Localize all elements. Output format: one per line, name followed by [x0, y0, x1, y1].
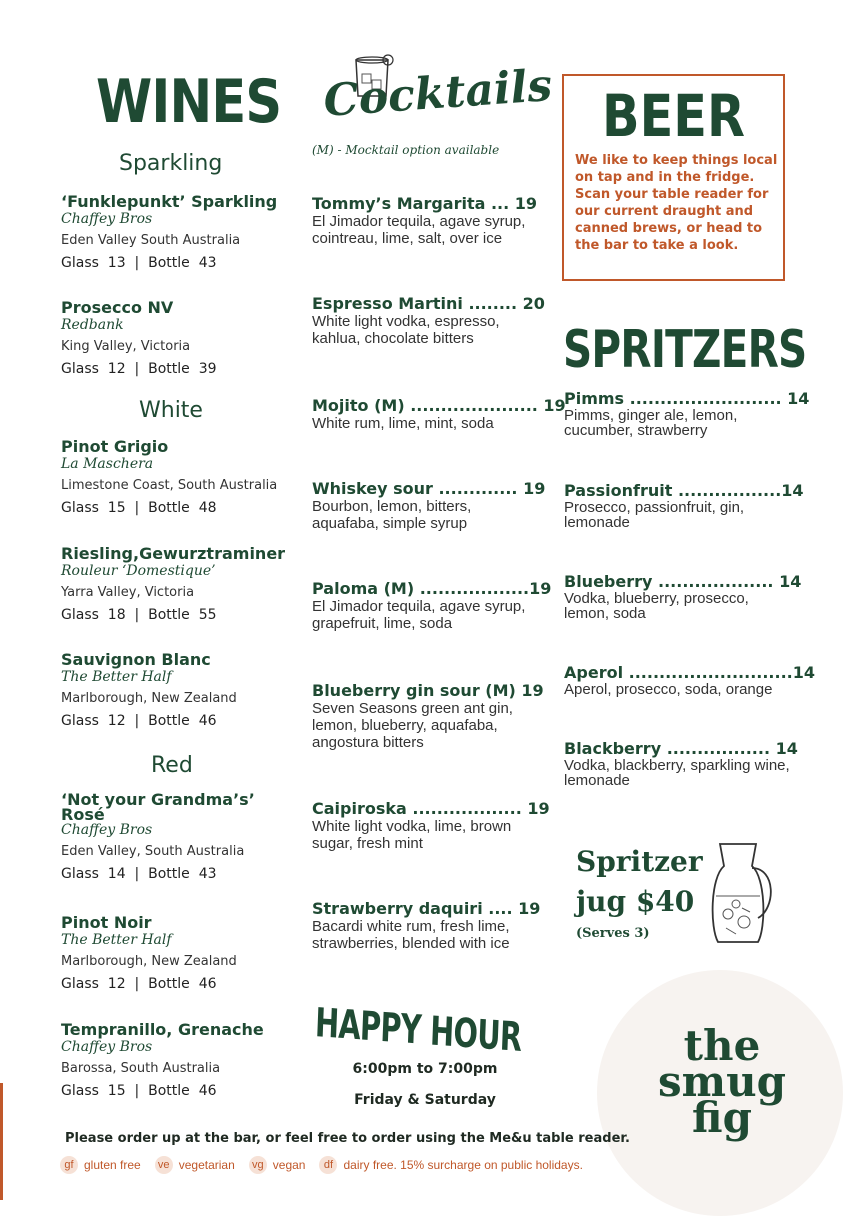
spritzer-desc: Aperol, prosecco, soda, orange [564, 681, 773, 698]
jug-line-2: jug $40 [576, 885, 695, 918]
cocktail-desc: White rum, lime, mint, soda [312, 415, 494, 432]
wine-region: Barossa, South Australia [61, 1061, 221, 1076]
wine-item [61, 1021, 301, 1100]
sparkling-heading: Sparkling [119, 151, 223, 176]
cocktail-title: Whiskey sour ............. 19 [312, 479, 546, 498]
legend-code: ve [155, 1156, 173, 1174]
spritzer-title: Blackberry ................. 14 [564, 739, 798, 758]
wine-producer: Rouleur ‘Domestique’ [61, 563, 216, 579]
cocktail-item [312, 195, 542, 247]
wine-region: Eden Valley, South Australia [61, 844, 245, 859]
spritzer-desc: Vodka, blueberry, prosecco, lemon, soda [564, 590, 749, 622]
wine-price: Glass 14 | Bottle 43 [61, 866, 217, 882]
spritzer-item [564, 389, 810, 439]
wine-item [61, 545, 301, 624]
wine-item [61, 651, 301, 730]
wine-price: Glass 15 | Bottle 48 [61, 500, 217, 516]
cocktail-title: Blueberry gin sour (M) 19 [312, 681, 544, 700]
mocktail-note: (M) - Mocktail option available [312, 143, 500, 157]
wine-region: Limestone Coast, South Australia [61, 478, 278, 493]
white-heading: White [139, 398, 203, 423]
spritzer-item [564, 481, 804, 531]
happy-hour-time: 6:00pm to 7:00pm [352, 1061, 498, 1077]
left-accent-bar [0, 1083, 3, 1200]
wine-producer: Chaffey Bros [61, 822, 153, 838]
wine-name: Pinot Noir [61, 913, 152, 932]
spritzer-item [564, 739, 798, 789]
wine-producer: The Better Half [61, 669, 172, 685]
cocktail-desc: White light vodka, espresso, kahlua, chocolate bitters [312, 313, 500, 347]
cocktail-desc: Bacardi white rum, fresh lime, strawberries, blended with ice [312, 918, 510, 952]
cocktail-title: Mojito (M) ..................... 19 [312, 396, 566, 415]
cocktail-desc: Seven Seasons green ant gin, lemon, blueberry, aquafaba, angostura bitters [312, 700, 513, 751]
cocktail-item [312, 294, 545, 347]
beer-text: We like to keep things local on tap and in the fridge. Scan your table reader for our current draught and canned brews, or head to the bar to take a look. [575, 153, 778, 253]
spritzers-heading: SPRITZERS [563, 320, 807, 380]
spritzer-item [564, 572, 802, 622]
wine-name: ‘Not your Grandma’s’ Rosé [61, 790, 255, 824]
cocktail-item [312, 900, 542, 952]
cocktail-desc: El Jimador tequila, agave syrup, grapefruit, lime, soda [312, 598, 526, 632]
wine-producer: The Better Half [61, 932, 172, 948]
logo-line-2: smug [658, 1057, 786, 1106]
legend-label: gluten free [84, 1158, 141, 1172]
spritzer-desc: Pimms, ginger ale, lemon, cucumber, strawberry [564, 407, 738, 439]
logo-line-3: fig [692, 1093, 752, 1142]
wine-name: ‘Funklepunkt’ Sparkling [61, 192, 278, 211]
wine-price: Glass 13 | Bottle 43 [61, 255, 217, 271]
legend-label: dairy free. 15% surcharge on public holidays. [343, 1158, 583, 1172]
cocktail-title: Caipiroska .................. 19 [312, 799, 550, 818]
jug-line-1: Spritzer [576, 845, 703, 878]
wine-producer: Redbank [61, 317, 124, 333]
logo [652, 1021, 792, 1142]
cocktail-desc: White light vodka, lime, brown sugar, fresh mint [312, 818, 512, 852]
jug-serves: (Serves 3) [576, 926, 650, 941]
dietary-legend [60, 1156, 583, 1174]
spritzer-item [564, 663, 815, 698]
wine-name: Sauvignon Blanc [61, 650, 211, 669]
wine-item [61, 193, 301, 272]
happy-hour-days: Friday & Saturday [354, 1092, 496, 1108]
legend-code: df [319, 1156, 337, 1174]
wine-price: Glass 15 | Bottle 46 [61, 1083, 217, 1099]
cocktail-item [312, 682, 542, 751]
cocktail-title: Strawberry daquiri .... 19 [312, 899, 541, 918]
legend-code: gf [60, 1156, 78, 1174]
cocktail-item [312, 479, 546, 532]
cocktail-desc: El Jimador tequila, agave syrup, cointreau, lime, salt, over ice [312, 213, 526, 247]
wine-region: Eden Valley South Australia [61, 233, 241, 248]
order-note: Please order up at the bar, or feel free to order using the Me&u table reader. [65, 1131, 630, 1146]
wine-region: Yarra Valley, Victoria [61, 585, 195, 600]
spritzer-title: Blueberry ................... 14 [564, 572, 802, 591]
spritzer-title: Passionfruit .................14 [564, 481, 804, 500]
spritzer-desc: Prosecco, passionfruit, gin, lemonade [564, 499, 745, 531]
happy-hour-heading: HAPPY HOUR [314, 1000, 523, 1061]
wine-item [61, 438, 301, 517]
wine-price: Glass 12 | Bottle 39 [61, 361, 217, 377]
wine-producer: La Maschera [61, 456, 154, 472]
spritzer-title: Aperol ...........................14 [564, 663, 815, 682]
cocktail-title: Tommy’s Margarita ... 19 [312, 194, 538, 213]
wine-price: Glass 12 | Bottle 46 [61, 713, 217, 729]
jug-icon [706, 838, 776, 950]
wine-price: Glass 18 | Bottle 55 [61, 607, 217, 623]
wine-region: Marlborough, New Zealand [61, 954, 237, 969]
legend-label: vegetarian [178, 1158, 235, 1172]
wine-name: Pinot Grigio [61, 437, 169, 456]
wine-item [61, 914, 301, 993]
wine-region: King Valley, Victoria [61, 339, 191, 354]
wine-item [61, 299, 301, 378]
cocktails-heading: Cocktails [322, 60, 554, 127]
wine-price: Glass 12 | Bottle 46 [61, 976, 217, 992]
wine-name: Tempranillo, Grenache [61, 1020, 264, 1039]
cocktail-title: Paloma (M) ..................19 [312, 579, 552, 598]
cocktail-item [312, 396, 566, 432]
spritzer-desc: Vodka, blackberry, sparkling wine, lemonade [564, 757, 790, 789]
legend-label: vegan [272, 1158, 306, 1172]
wines-heading: WINES [96, 67, 282, 137]
wine-item [61, 792, 281, 883]
wine-producer: Chaffey Bros [61, 211, 153, 227]
spritzer-title: Pimms ......................... 14 [564, 389, 810, 408]
beer-box [562, 74, 785, 281]
cocktail-desc: Bourbon, lemon, bitters, aquafaba, simple syrup [312, 498, 472, 532]
wine-name: Riesling,Gewurztraminer [61, 544, 286, 563]
legend-code: vg [249, 1156, 267, 1174]
beer-heading: BEER [602, 82, 745, 150]
logo-line-1: the [683, 1021, 761, 1070]
wine-region: Marlborough, New Zealand [61, 691, 237, 706]
wine-name: Prosecco NV [61, 298, 174, 317]
cocktail-item [312, 799, 550, 852]
wine-producer: Chaffey Bros [61, 1039, 153, 1055]
cocktail-title: Espresso Martini ........ 20 [312, 294, 545, 313]
red-heading: Red [151, 753, 193, 778]
cocktail-item [312, 579, 552, 632]
